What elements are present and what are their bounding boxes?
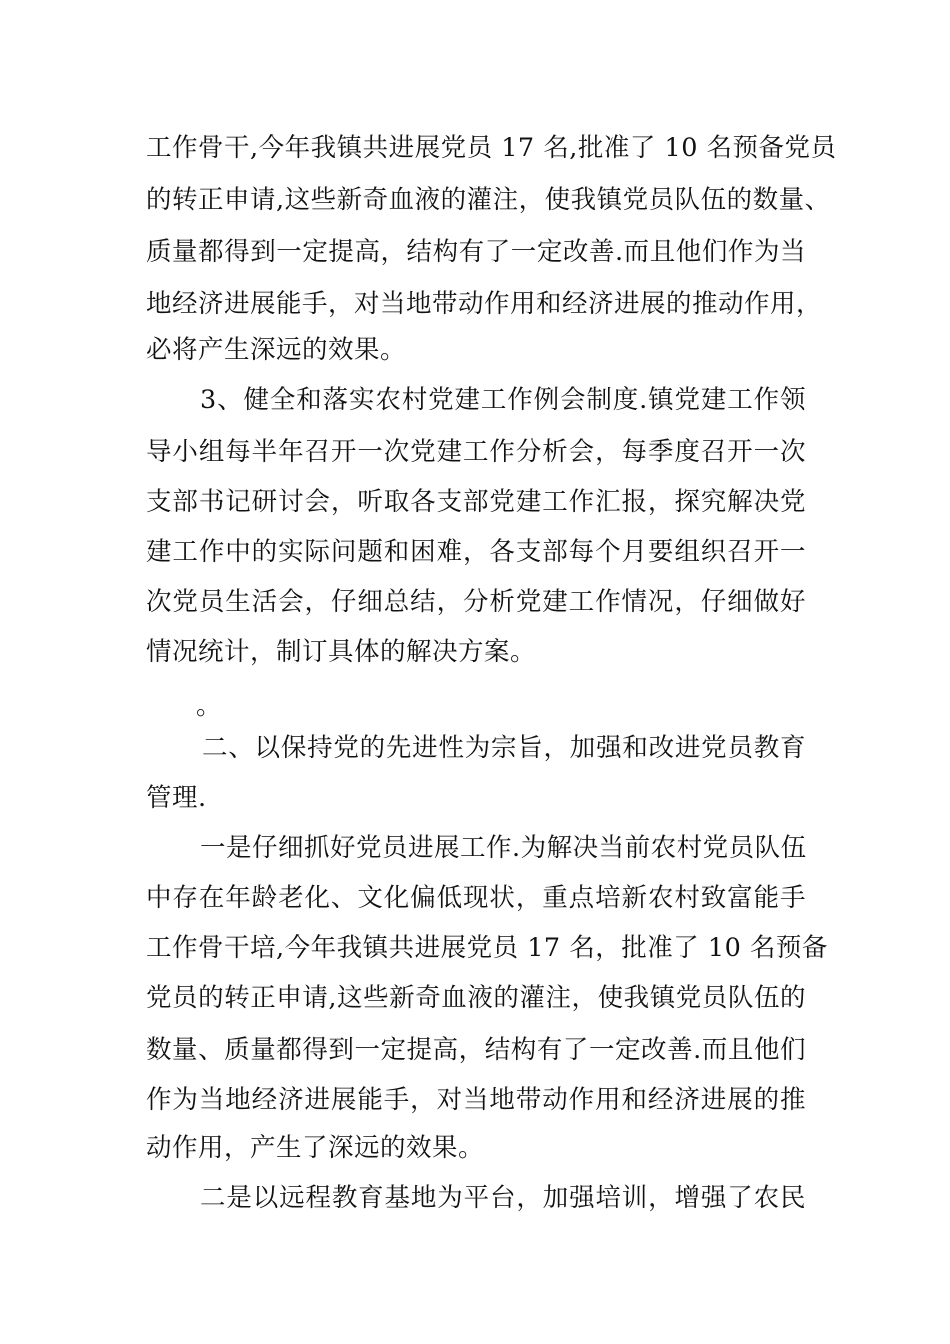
paragraph-3-line-6: 作为当地经济进展能手，对当地带动作用和经济进展的推	[146, 1085, 806, 1115]
section-heading-line-2: 管理.	[146, 783, 207, 813]
paragraph-2-line-6: 情况统计，制订具体的解决方案。	[146, 637, 537, 667]
paragraph-1-line-5: 必将产生深远的效果。	[146, 335, 407, 365]
paragraph-3-line-7: 动作用，产生了深远的效果。	[146, 1133, 485, 1163]
stray-period: 。	[196, 691, 223, 721]
paragraph-4-line-1: 二是以远程教育基地为平台，加强培训，增强了农民	[200, 1183, 806, 1213]
paragraph-3-line-4: 党员的转正申请,这些新奇血液的灌注，使我镇党员队伍的	[146, 983, 806, 1013]
paragraph-2-line-4: 建工作中的实际问题和困难，各支部每个月要组织召开一	[146, 537, 806, 567]
paragraph-2-line-2: 导小组每半年召开一次党建工作分析会，每季度召开一次	[146, 437, 806, 467]
paragraph-3-line-1: 一是仔细抓好党员进展工作.为解决当前农村党员队伍	[200, 833, 807, 863]
paragraph-3-line-5: 数量、质量都得到一定提高，结构有了一定改善.而且他们	[146, 1035, 806, 1065]
paragraph-1-line-4: 地经济进展能手，对当地带动作用和经济进展的推动作用，	[146, 289, 823, 319]
section-heading-line-1: 二、以保持党的先进性为宗旨，加强和改进党员教育	[202, 733, 806, 763]
paragraph-1-line-2: 的转正申请,这些新奇血液的灌注，使我镇党员队伍的数量、	[146, 185, 831, 215]
paragraph-2-line-5: 次党员生活会，仔细总结，分析党建工作情况，仔细做好	[146, 587, 806, 617]
paragraph-1-line-3: 质量都得到一定提高，结构有了一定改善.而且他们作为当	[146, 237, 806, 267]
paragraph-2-line-3: 支部书记研讨会，听取各支部党建工作汇报，探究解决党	[146, 487, 806, 517]
paragraph-3-line-3: 工作骨干培,今年我镇共进展党员 17 名，批准了 10 名预备	[146, 933, 828, 963]
paragraph-2-line-1: 3、健全和落实农村党建工作例会制度.镇党建工作领	[200, 385, 806, 415]
paragraph-3-line-2: 中存在年龄老化、文化偏低现状，重点培新农村致富能手	[146, 883, 806, 913]
paragraph-1-line-1: 工作骨干,今年我镇共进展党员 17 名,批准了 10 名预备党员	[146, 133, 837, 163]
